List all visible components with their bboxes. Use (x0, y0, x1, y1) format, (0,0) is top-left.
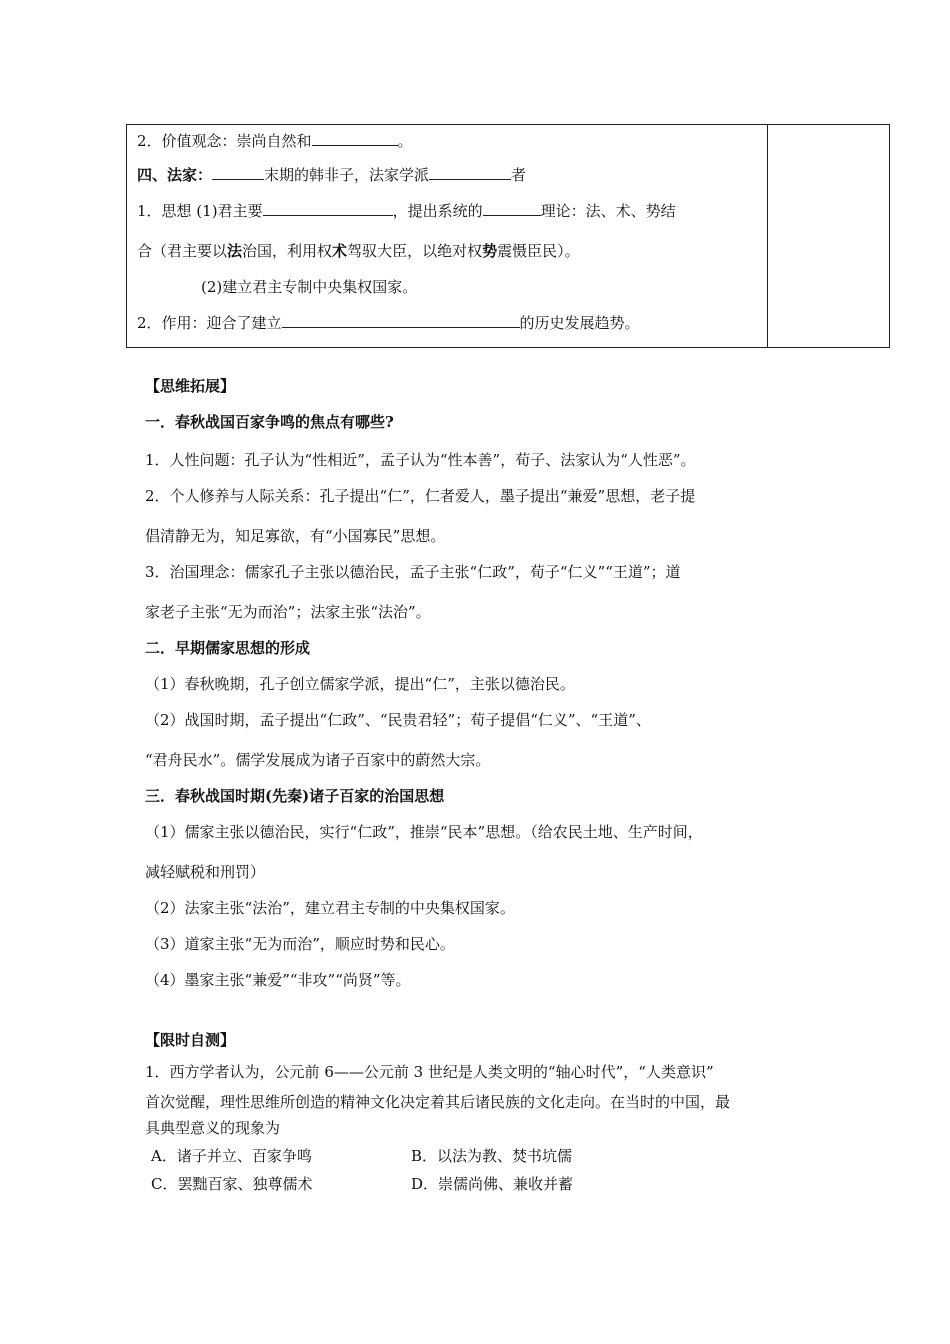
blank-field (282, 313, 520, 328)
option-d: D．崇儒尚佛、兼收并蓄 (411, 1175, 574, 1193)
effect-text: 2．作用：迎合了建立 (137, 314, 282, 332)
table-line-idea1 (137, 201, 676, 221)
q3-para4: （4）墨家主张“兼爱”“非攻”“尚贤”等。 (145, 971, 411, 989)
idea1-shi: 势 (482, 242, 498, 260)
q3-para1b: 减轻赋税和刑罚） (145, 863, 266, 881)
table-line-legalists (137, 165, 526, 185)
q2-title: 二．早期儒家思想的形成 (145, 639, 311, 657)
notes-table (126, 124, 890, 348)
table-line-idea1-cont (137, 241, 580, 261)
question1-line3: 具典型意义的现象为 (145, 1119, 281, 1137)
idea1-cont-b: 治国，利用权 (242, 242, 333, 260)
q1-para2a: 2．个人修养与人际关系：孔子提出“仁”，仁者爱人，墨子提出“兼爱”思想，老子提 (145, 487, 696, 505)
table-line-idea2: (2)建立君主专制中央集权国家。 (201, 278, 418, 296)
q3-para3: （3）道家主张“无为而治”，顺应时势和民心。 (145, 935, 455, 953)
effect-end: 的历史发展趋势。 (519, 314, 640, 332)
table-line-effect (137, 313, 640, 333)
legalist-heading: 四、法家： (137, 166, 213, 184)
thinking-heading: 【思维拓展】 (145, 377, 236, 395)
q1-para2b: 倡清静无为，知足寡欲，有“小国寡民”思想。 (145, 527, 446, 545)
q1-para1: 1．人性问题：孔子认为“性相近”，孟子认为“性本善”，荀子、法家认为“人性恶”。 (145, 451, 696, 469)
q2-para1: （1）春秋晚期，孔子创立儒家学派，提出“仁”，主张以德治民。 (145, 675, 575, 693)
option-a: A．诸子并立、百家争鸣 (151, 1147, 312, 1165)
idea1-cont-c: 驾驭大臣，以绝对权 (347, 242, 483, 260)
blank-field (212, 165, 264, 180)
table-line-values (137, 131, 413, 151)
q3-title: 三．春秋战国时期(先秦)诸子百家的治国思想 (145, 787, 445, 805)
blank-field (483, 201, 541, 216)
option-b: B．以法为教、焚书坑儒 (411, 1147, 573, 1165)
blank-field (429, 165, 511, 180)
legalist-text: 末期的韩非子，法家学派 (264, 166, 430, 184)
blank-field (312, 131, 398, 146)
q2-para2b: “君舟民水”。儒学发展成为诸子百家中的蔚然大宗。 (145, 751, 491, 769)
idea1-text: 1．思想 (1)君主要 (137, 202, 263, 220)
question1-line1: 1．西方学者认为，公元前 6——公元前 3 世纪是人类文明的“轴心时代”，“人类意识” (145, 1063, 714, 1081)
q3-para1a: （1）儒家主张以德治民，实行“仁政”，推崇“民本”思想。（给农民土地、生产时间， (145, 823, 703, 841)
idea1-cont-d: 震慑臣民）。 (497, 242, 580, 260)
idea1-cont-a: 合（君主要以 (137, 242, 228, 260)
values-end: 。 (397, 132, 413, 150)
q1-para3b: 家老子主张“无为而治”；法家主张“法治”。 (145, 603, 431, 621)
table-column-divider (767, 125, 768, 347)
test-heading: 【限时自测】 (145, 1031, 236, 1049)
idea1-post: 理论：法、术、势结 (540, 202, 676, 220)
legalist-end: 者 (511, 166, 527, 184)
question1-line2: 首次觉醒，理性思维所创造的精神文化决定着其后诸民族的文化走向。在当时的中国，最 (145, 1093, 731, 1111)
q1-para3a: 3．治国理念：儒家孔子主张以德治民，孟子主张“仁政”，荀子“仁义”“王道”；道 (145, 563, 681, 581)
blank-field (263, 201, 393, 216)
q2-para2a: （2）战国时期，孟子提出“仁政”、“民贵君轻”；荀子提倡“仁义”、“王道”、 (145, 711, 651, 729)
idea1-mid: ，提出系统的 (392, 202, 483, 220)
q3-para2: （2）法家主张“法治”，建立君主专制的中央集权国家。 (145, 899, 515, 917)
idea1-fa: 法 (227, 242, 243, 260)
values-text: 2．价值观念：崇尚自然和 (137, 132, 312, 150)
idea1-shu: 术 (332, 242, 348, 260)
option-c: C．罢黜百家、独尊儒术 (151, 1175, 313, 1193)
q1-title: 一．春秋战国百家争鸣的焦点有哪些? (145, 413, 394, 431)
